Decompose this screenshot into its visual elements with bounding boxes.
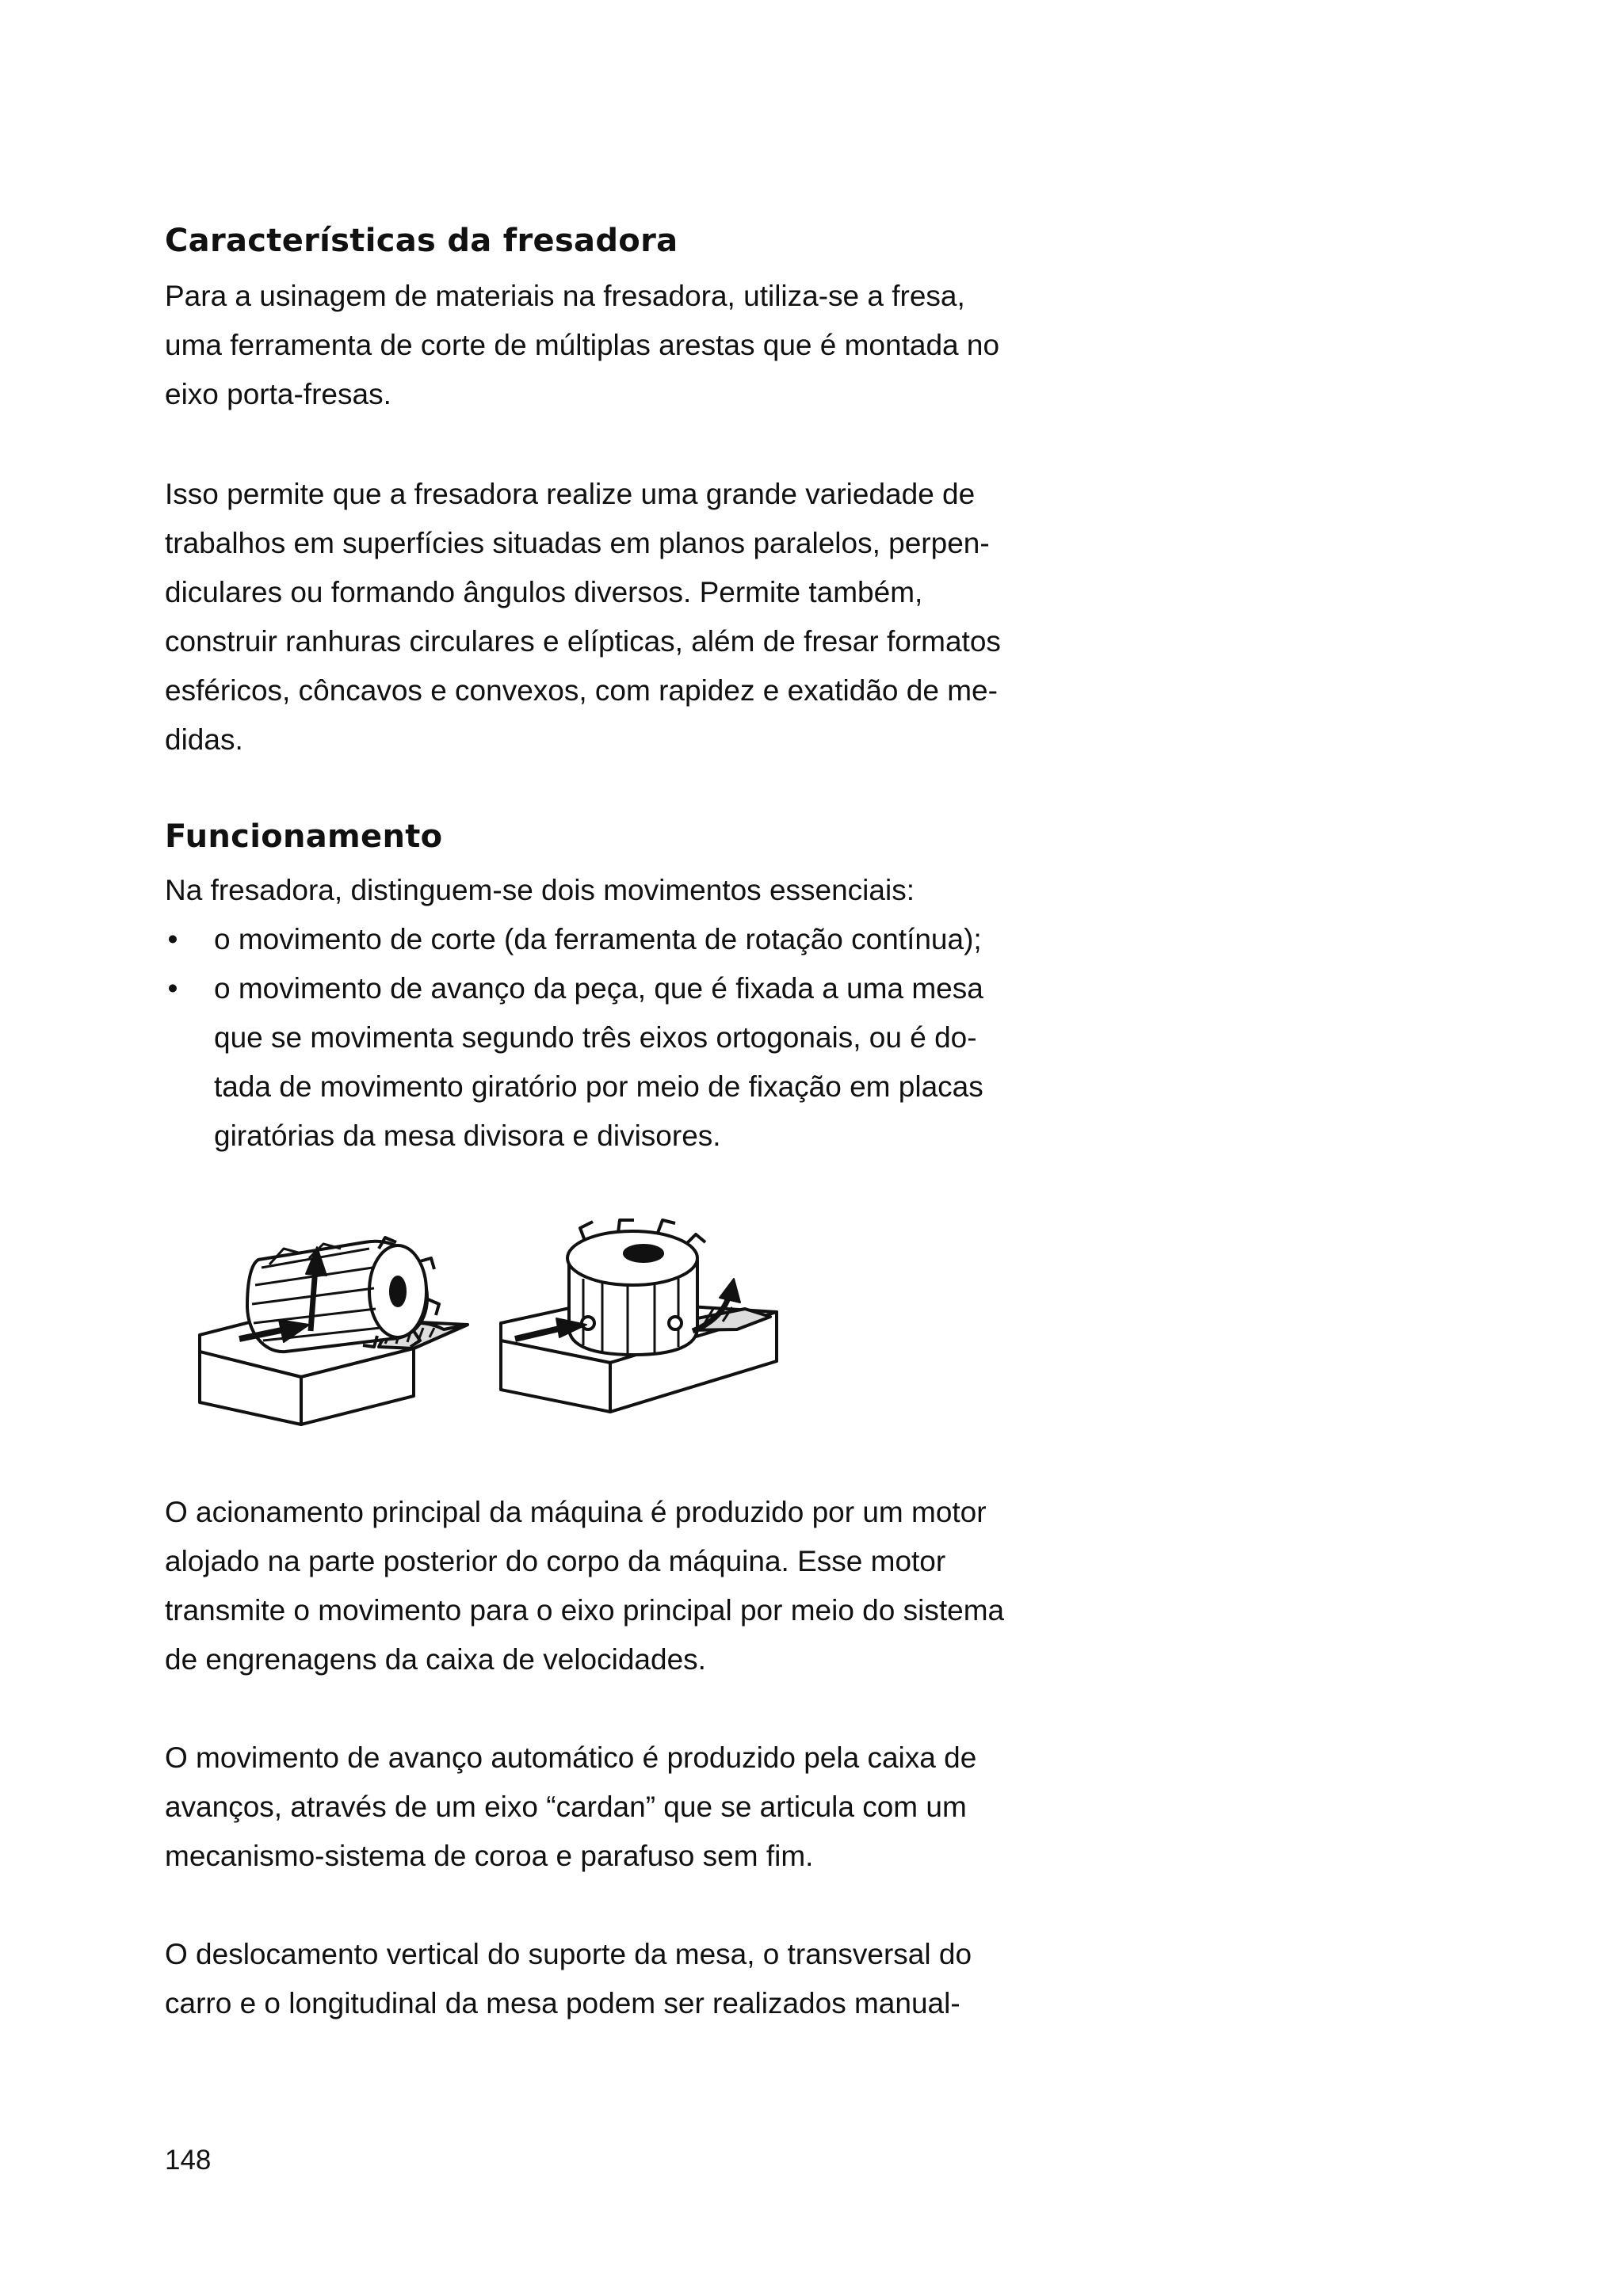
text-line: Isso permite que a fresadora realize uma grande variedade de	[165, 478, 976, 510]
paragraph-variedade	[165, 470, 1001, 765]
text-line: O acionamento principal da máquina é produzido por um motor	[165, 1496, 987, 1528]
text-line: alojado na parte posterior do corpo da máquina. Esse motor	[165, 1545, 946, 1577]
text-line: Para a usinagem de materiais na fresadora, utiliza-se a fresa,	[165, 280, 965, 312]
text-line: giratórias da mesa divisora e divisores.	[214, 1119, 721, 1152]
page-number: 148	[165, 2145, 212, 2176]
text-line: o movimento de avanço da peça, que é fixada a uma mesa	[214, 972, 983, 1005]
paragraph-fresa-intro	[165, 272, 999, 419]
list-item	[165, 915, 983, 964]
text-line: carro e o longitudinal da mesa podem ser realizados manual-	[165, 1987, 960, 2019]
text-line: transmite o movimento para o eixo principal por meio do sistema	[165, 1594, 1005, 1627]
milling-illustration	[190, 1212, 792, 1442]
text-line: que se movimenta segundo três eixos ortogonais, ou é do-	[214, 1021, 977, 1054]
vertical-milling-cutter-icon	[501, 1220, 777, 1412]
bullet-icon: •	[167, 923, 178, 955]
text-line: O movimento de avanço automático é produzido pela caixa de	[165, 1741, 977, 1774]
text-line: construir ranhuras circulares e elípticas, além de fresar formatos	[165, 625, 1001, 658]
text-line: tada de movimento giratório por meio de fixação em placas	[214, 1070, 983, 1103]
paragraph-avanco-automatico	[165, 1733, 976, 1881]
text-line: Na fresadora, distinguem-se dois movimentos essenciais:	[165, 874, 915, 906]
text-line: de engrenagens da caixa de velocidades.	[165, 1643, 706, 1676]
text-line: avanços, através de um eixo “cardan” que se articula com um	[165, 1791, 967, 1823]
text-line: diculares ou formando ângulos diversos. Permite também,	[165, 576, 923, 608]
horizontal-milling-cutter-icon	[200, 1238, 468, 1425]
list-item	[165, 964, 983, 1161]
text-line: trabalhos em superfícies situadas em planos paralelos, perpen-	[165, 527, 990, 559]
section-title-funcionamento: Funcionamento	[165, 818, 443, 855]
text-line: esféricos, côncavos e convexos, com rapidez e exatidão de me-	[165, 674, 998, 707]
paragraph-deslocamento	[165, 1930, 972, 2028]
text-line: eixo porta-fresas.	[165, 378, 391, 410]
text-line: didas.	[165, 723, 243, 756]
text-line: mecanismo-sistema de coroa e parafuso sem fim.	[165, 1840, 814, 1872]
paragraph-acionamento	[165, 1488, 1004, 1684]
bullet-icon: •	[167, 972, 178, 1005]
movements-list	[165, 915, 983, 1161]
paragraph-movimentos-intro	[165, 866, 915, 915]
section-title-caracteristicas: Características da fresadora	[165, 223, 678, 259]
text-line: O deslocamento vertical do suporte da mesa, o transversal do	[165, 1938, 972, 1970]
text-line: uma ferramenta de corte de múltiplas arestas que é montada no	[165, 329, 1000, 361]
text-line: o movimento de corte (da ferramenta de rotação contínua);	[214, 923, 982, 955]
